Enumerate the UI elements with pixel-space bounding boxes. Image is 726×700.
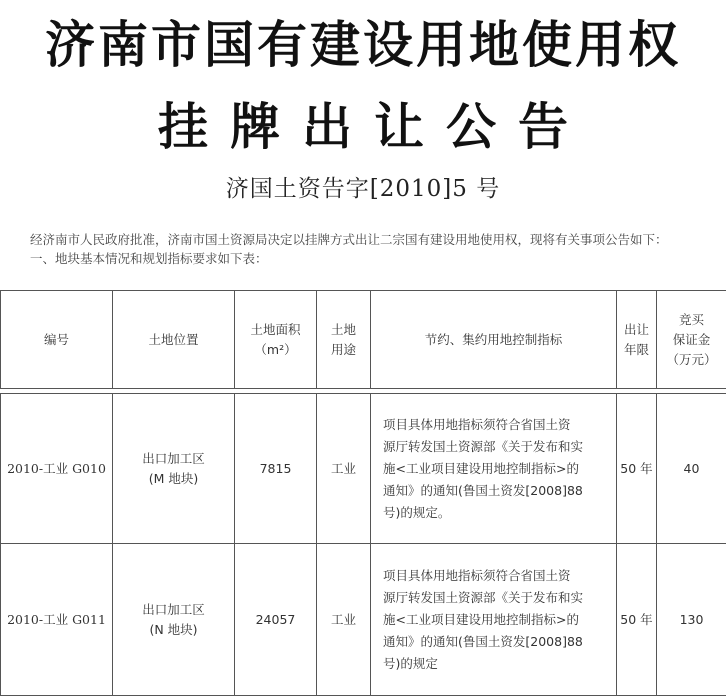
cell-deposit: 40 bbox=[657, 394, 726, 544]
header-code: 编号 bbox=[1, 291, 113, 389]
cell-control-line: 号)的规定 bbox=[383, 655, 438, 671]
table-row bbox=[1, 544, 726, 696]
cell-code: 2010-工业 G011 bbox=[1, 544, 113, 696]
cell-location-line-1: 出口加工区 bbox=[142, 601, 205, 617]
header-use-line-2: 用途 bbox=[330, 341, 356, 357]
cell-term: 50 年 bbox=[617, 394, 657, 544]
header-location: 土地位置 bbox=[113, 291, 235, 389]
cell-control-line: 号)的规定。 bbox=[383, 504, 451, 520]
cell-use: 工业 bbox=[317, 394, 371, 544]
header-deposit-line-1: 竞买 bbox=[678, 311, 704, 327]
cell-control-line: 源厅转发国土资源部《关于发布和实 bbox=[383, 589, 584, 605]
cell-location-line-2: (M 地块) bbox=[148, 470, 199, 486]
table-row bbox=[1, 394, 726, 544]
cell-control-line: 通知》的通知(鲁国土资发[2008]88 bbox=[383, 633, 583, 649]
cell-location bbox=[113, 394, 235, 544]
table-header-row bbox=[1, 291, 726, 389]
cell-term: 50 年 bbox=[617, 544, 657, 696]
cell-code: 2010-工业 G010 bbox=[1, 394, 113, 544]
header-term-line-2: 年限 bbox=[623, 341, 649, 357]
header-deposit-line-3: （万元） bbox=[666, 351, 717, 367]
title-line-2: 挂牌出让公告 bbox=[158, 98, 590, 156]
header-area bbox=[235, 291, 317, 389]
cell-control-line: 施<工业项目建设用地控制指标>的 bbox=[383, 611, 579, 627]
cell-deposit: 130 bbox=[657, 544, 726, 696]
header-area-line-2: （m²） bbox=[254, 341, 297, 357]
cell-location bbox=[113, 544, 235, 696]
header-term-line-1: 出让 bbox=[623, 321, 649, 337]
cell-control-line: 施<工业项目建设用地控制指标>的 bbox=[383, 460, 579, 476]
cell-control bbox=[371, 544, 617, 696]
parcel-table bbox=[0, 290, 726, 696]
cell-control-line: 项目具体用地指标须符合省国土资 bbox=[383, 567, 571, 583]
document-number: 济国土资告字[2010]5 号 bbox=[225, 176, 501, 202]
intro-line-1: 经济南市人民政府批准，济南市国土资源局决定以挂牌方式出让二宗国有建设用地使用权，现将有关事项公告如下： bbox=[30, 232, 668, 247]
cell-location-line-1: 出口加工区 bbox=[142, 450, 205, 466]
cell-control-line: 项目具体用地指标须符合省国土资 bbox=[383, 416, 571, 432]
cell-location-line-2: (N 地块) bbox=[149, 621, 198, 637]
title-line-1: 济南市国有建设用地使用权 bbox=[45, 16, 681, 74]
header-control: 节约、集约用地控制指标 bbox=[371, 291, 617, 389]
intro-text bbox=[30, 230, 720, 268]
intro-line-2: 一、地块基本情况和规划指标要求如下表： bbox=[30, 251, 268, 266]
cell-use: 工业 bbox=[317, 544, 371, 696]
cell-area: 7815 bbox=[235, 394, 317, 544]
cell-area: 24057 bbox=[235, 544, 317, 696]
cell-control-line: 通知》的通知(鲁国土资发[2008]88 bbox=[383, 482, 583, 498]
header-deposit-line-2: 保证金 bbox=[672, 331, 711, 347]
header-term bbox=[617, 291, 657, 389]
header-use bbox=[317, 291, 371, 389]
header-area-line-1: 土地面积 bbox=[250, 321, 301, 337]
cell-control-line: 源厅转发国土资源部《关于发布和实 bbox=[383, 438, 584, 454]
header-deposit bbox=[657, 291, 726, 389]
cell-control bbox=[371, 394, 617, 544]
header-use-line-1: 土地 bbox=[330, 321, 356, 337]
